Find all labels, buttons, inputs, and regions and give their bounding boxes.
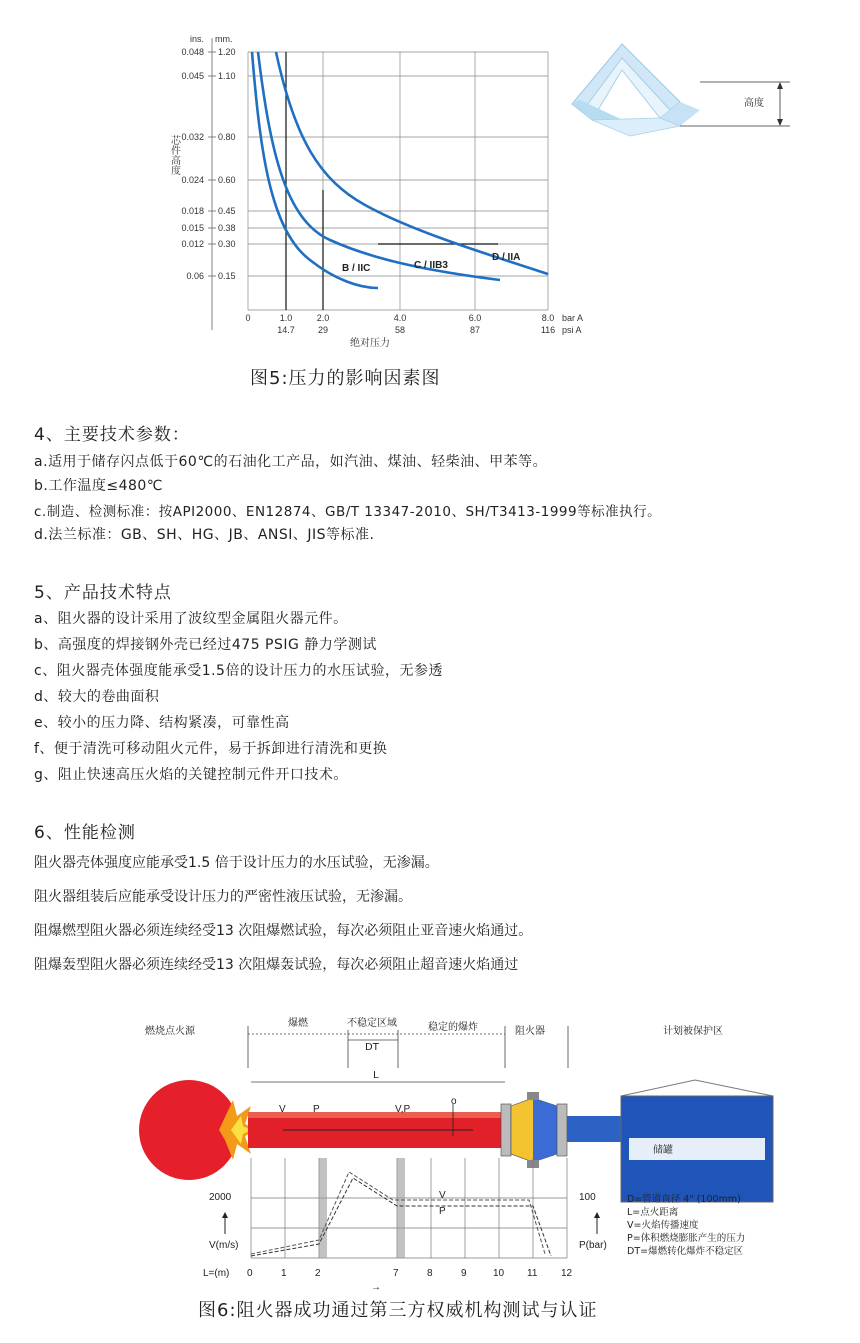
y-right-label: P(bar) xyxy=(579,1240,607,1251)
y-tick-mm: 0.15 xyxy=(218,271,236,281)
zone-label: 计划被保护区 xyxy=(663,1026,723,1037)
tank-label: 储罐 xyxy=(653,1145,673,1156)
y-unit-in: ins. xyxy=(190,34,205,44)
height-label: 高度 xyxy=(744,98,764,109)
curve-label: D / IIA xyxy=(492,252,521,263)
l-label: L xyxy=(373,1070,379,1081)
flame-arrester-test-diagram xyxy=(133,1008,795,1290)
x-tick-bar: 0 xyxy=(245,313,251,323)
section-4-line: d.法兰标准：GB、SH、HG、JB、ANSI、JIS等标准. xyxy=(34,527,375,543)
figure-6 xyxy=(133,1008,795,1290)
x-tick: 1 xyxy=(281,1268,287,1279)
y-left-value: 2000 xyxy=(209,1192,232,1203)
x-tick: 10 xyxy=(493,1268,505,1279)
x-tick-bar: 6.0 xyxy=(468,313,482,323)
y-tick-in: 0.06 xyxy=(186,271,204,281)
section-5-line: a、阻火器的设计采用了波纹型金属阻火器元件。 xyxy=(34,611,348,627)
legend-item: V=火焰传播速度 xyxy=(627,1220,699,1231)
pressure-chart xyxy=(160,30,820,350)
x-tick-bar: 2.0 xyxy=(316,313,330,323)
y-left-label: V(m/s) xyxy=(209,1240,239,1251)
legend-item: DT=爆燃转化爆炸不稳定区 xyxy=(627,1246,744,1257)
x-tick: 7 xyxy=(393,1268,399,1279)
vp-label: V,P xyxy=(395,1104,411,1115)
section-5-title: 5、产品技术特点 xyxy=(34,583,172,603)
zone-label: 阻火器 xyxy=(515,1026,545,1037)
curve-label: C / IIB3 xyxy=(414,260,448,271)
x-axis-label: L=(m) xyxy=(203,1268,230,1279)
o-label: o xyxy=(451,1096,457,1107)
x-unit-bar: bar A xyxy=(562,313,584,323)
legend-item: L=点火距离 xyxy=(627,1207,679,1218)
x-tick-bar: 8.0 xyxy=(541,313,555,323)
x-axis-label: 绝对压力 xyxy=(350,338,390,349)
x-tick: 8 xyxy=(427,1268,433,1279)
y-tick-mm: 0.30 xyxy=(218,239,236,249)
x-tick: 12 xyxy=(561,1268,573,1279)
y-tick-mm: 1.10 xyxy=(218,71,236,81)
y-tick-in: 0.032 xyxy=(181,132,204,142)
section-6-line: 阻爆轰型阻火器必须连续经受13 次阻爆轰试验，每次必须阻止超音速火焰通过 xyxy=(34,957,519,973)
v-curve-label: V xyxy=(439,1190,446,1201)
section-5-line: b、高强度的焊接钢外壳已经过475 PSIG 静力学测试 xyxy=(34,637,377,653)
section-6-line: 阻火器壳体强度应能承受1.5 倍于设计压力的水压试验，无渗漏。 xyxy=(34,855,439,871)
section-5-line: f、便于清洗可移动阻火元件，易于拆卸进行清洗和更换 xyxy=(34,741,388,757)
x-tick-psi: 58 xyxy=(394,325,406,335)
v-label: V xyxy=(279,1104,286,1115)
section-5-line: g、阻止快速高压火焰的关键控制元件开口技术。 xyxy=(34,767,348,783)
x-tick-psi: 14.7 xyxy=(277,325,295,335)
x-tick-bar: 4.0 xyxy=(393,313,407,323)
y-tick-mm: 0.45 xyxy=(218,206,236,216)
x-unit-psi: psi A xyxy=(562,325,582,335)
curve-d-iia xyxy=(276,52,548,274)
legend-item: D=管道直径 4" (100mm) xyxy=(627,1194,741,1205)
x-tick-psi: 87 xyxy=(469,325,481,335)
y-tick-in: 0.018 xyxy=(181,206,204,216)
y-tick-mm: 0.60 xyxy=(218,175,236,185)
x-tick-bar: 1.0 xyxy=(279,313,293,323)
element-profile-graphic xyxy=(572,44,700,136)
legend-item: P=体积燃烧膨胀产生的压力 xyxy=(627,1233,746,1244)
y-tick-mm: 0.80 xyxy=(218,132,236,142)
x-tick: 11 xyxy=(527,1268,538,1279)
x-tick: 0 xyxy=(247,1268,253,1279)
section-5-line: c、阻火器壳体强度能承受1.5倍的设计压力的水压试验，无参透 xyxy=(34,663,443,679)
x-tick: 2 xyxy=(315,1268,321,1279)
p-label: P xyxy=(313,1104,320,1115)
zone-label: 爆燃 xyxy=(288,1018,308,1029)
section-4-line: c.制造、检测标准：按API2000、EN12874、GB/T 13347-2010、SH/T3413-1999等标准执行。 xyxy=(34,504,662,520)
section-6-title: 6、性能检测 xyxy=(34,823,136,843)
curve-label: B / IIC xyxy=(342,263,371,274)
x-tick-psi: 29 xyxy=(317,325,329,335)
zone-label: 稳定的爆炸 xyxy=(428,1022,478,1033)
figure-5-caption: 图5:压力的影响因素图 xyxy=(250,368,441,389)
y-tick-in: 0.048 xyxy=(181,47,204,57)
y-tick-in: 0.015 xyxy=(181,223,204,233)
y-axis-label: 芯件高度 xyxy=(168,135,180,175)
x-tick: 9 xyxy=(461,1268,467,1279)
y-right-value: 100 xyxy=(579,1192,596,1203)
figure-5 xyxy=(160,30,820,350)
section-4-title: 4、主要技术参数： xyxy=(34,425,190,445)
section-4-line: b.工作温度≤480℃ xyxy=(34,478,164,494)
y-tick-in: 0.012 xyxy=(181,239,204,249)
arrow-icon: → xyxy=(371,1282,381,1290)
zone-label: 不稳定区域 xyxy=(347,1018,397,1029)
section-4-line: a.适用于储存闪点低于60℃的石油化工产品，如汽油、煤油、轻柴油、甲苯等。 xyxy=(34,454,548,470)
figure-6-caption: 图6:阻火器成功通过第三方权威机构测试与认证 xyxy=(198,1300,598,1321)
p-curve-label: P xyxy=(439,1206,446,1217)
y-tick-in: 0.024 xyxy=(181,175,204,185)
y-tick-mm: 0.38 xyxy=(218,223,236,233)
section-6-line: 阻爆燃型阻火器必须连续经受13 次阻爆燃试验，每次必须阻止亚音速火焰通过。 xyxy=(34,923,533,939)
section-5-line: d、较大的卷曲面积 xyxy=(34,689,160,705)
section-6-line: 阻火器组装后应能承受设计压力的严密性液压试验，无渗漏。 xyxy=(34,889,412,905)
section-5-line: e、较小的压力降、结构紧凑，可靠性高 xyxy=(34,715,290,731)
zone-label: 燃烧点火源 xyxy=(145,1026,195,1037)
dt-label: DT xyxy=(365,1042,379,1053)
y-unit-mm: mm. xyxy=(215,34,233,44)
y-tick-in: 0.045 xyxy=(181,71,204,81)
x-tick-psi: 116 xyxy=(540,325,556,335)
y-tick-mm: 1.20 xyxy=(218,47,236,57)
